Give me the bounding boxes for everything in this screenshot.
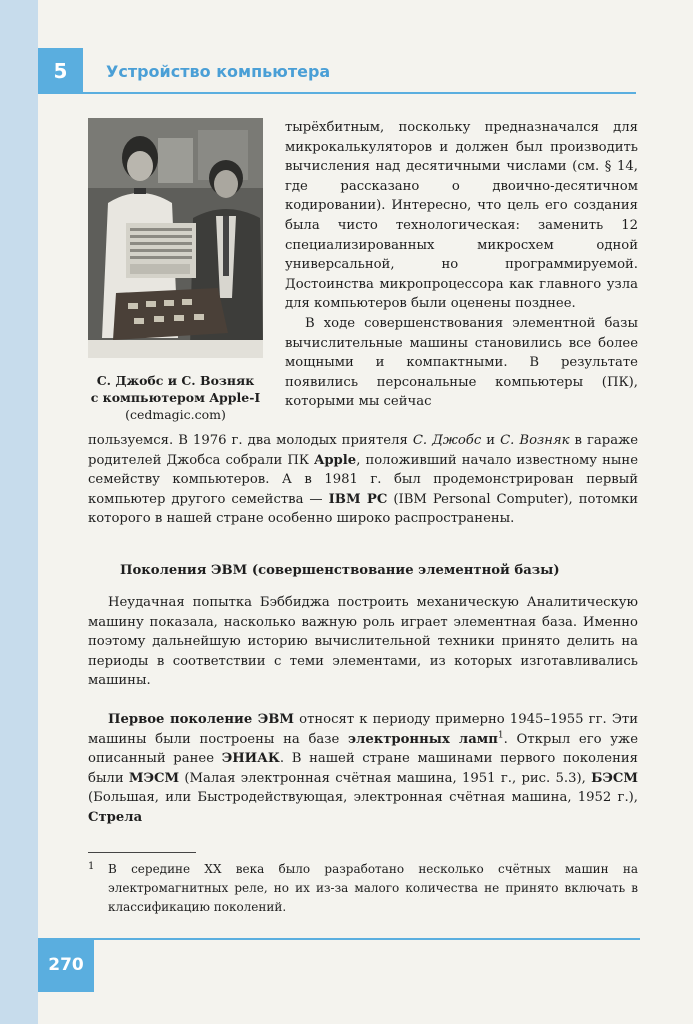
text-span: (Большая, или Быстродействующая, электронная счётная машина, 1952 г.), (88, 790, 638, 806)
caption-line2: с компьютером Apple-I (90, 390, 261, 405)
term-bold: МЭСМ (128, 770, 180, 786)
photo-jobs-wozniak (88, 118, 263, 358)
paragraph: В ходе совершенствования элементной базы вычислительные машины становились все более мощными и компактными. В результате появились персональные компьютеры (ПК), которыми мы сейчас (285, 315, 638, 410)
text-span: относят к периоду примерно 1945–1955 гг. Эти машины были построены на базе (88, 712, 638, 747)
term-bold: IBM PC (328, 491, 388, 507)
term-bold: БЭСМ (591, 770, 638, 786)
section-paragraph-2 (88, 710, 638, 828)
term-bold: Первое поколение ЭВМ (108, 712, 295, 727)
footnote-mark: 1 (88, 861, 95, 872)
text-span: . Открыл его уже описанный ранее (88, 731, 638, 767)
right-column-text (285, 118, 638, 412)
chapter-title: Устройство компьютера (106, 62, 331, 81)
photo-caption (84, 372, 267, 423)
person-name: С. Возняк (500, 433, 570, 448)
section-heading: Поколения ЭВМ (совершенствование элементной базы) (120, 563, 560, 578)
header-rule (83, 92, 636, 94)
text-span: , положивший начало известному ныне семейству компьютеров. А в 1981 г. был продемонстрирован первый компьютер другого семейства — (88, 452, 638, 507)
text-span: (IBM Personal Computer), потомки которого в нашей стране особенно широко распространены. (88, 491, 638, 527)
term-bold: ЭНИАК (221, 751, 280, 767)
paragraph: тырёхбитным, поскольку предназначался для микрокалькуляторов и должен был производить вычисления над десятичными числами (см. § 14, где рассказано о двоично-десятичном кодировании). Интересно, что цель его создания была чисто технологическая: заменить 12 специализированных микросхем одной универсальной, но программируемой. Достоинства микропроцессора как главного узла для компьютеров были оценены позднее. (285, 120, 638, 312)
caption-line1: С. Джобс и С. Возняк (96, 373, 255, 388)
caption-source: (cedmagic.com) (125, 407, 226, 422)
text-span: в гараже родителей Джобса собрали ПК (88, 433, 638, 468)
text-span: . В нашей стране машинами первого поколения были (88, 751, 639, 786)
paragraph (88, 710, 638, 828)
footnote-rule (88, 852, 196, 853)
left-margin-strip (0, 0, 38, 1024)
footnote-text: В середине XX века было разработано несколько счётных машин на электромагнитных реле, но их из-за малого количества не принято включать в классификацию поколений. (108, 862, 638, 914)
paragraph: Неудачная попытка Бэббиджа построить механическую Аналитическую машину показала, насколько важную роль играет элементная база. Именно поэтому дальнейшую историю вычислительной техники принято делить на периоды в соответствии с теми элементами, из которых изготавливались машины. (88, 595, 638, 689)
paragraph (88, 431, 638, 529)
section-paragraph-1 (88, 593, 638, 691)
text-span: пользуемся. В 1976 г. два молодых приятеля (88, 433, 413, 448)
chapter-number-box: 5 (38, 48, 83, 94)
text-span: и (481, 433, 501, 448)
term-bold: Apple (314, 452, 357, 468)
person-name: С. Джобс (412, 433, 482, 448)
footer-rule (83, 938, 640, 940)
text-span: (Малая электронная счётная машина, 1951 г., рис. 5.3), (179, 770, 592, 786)
term-bold: Стрела (88, 809, 143, 825)
term-bold: электронных ламп (348, 731, 498, 747)
footnote-ref: 1 (497, 730, 504, 741)
footnote (88, 860, 638, 917)
photo-illustration (88, 118, 263, 358)
page-number: 270 (38, 938, 94, 992)
main-text (88, 431, 638, 529)
